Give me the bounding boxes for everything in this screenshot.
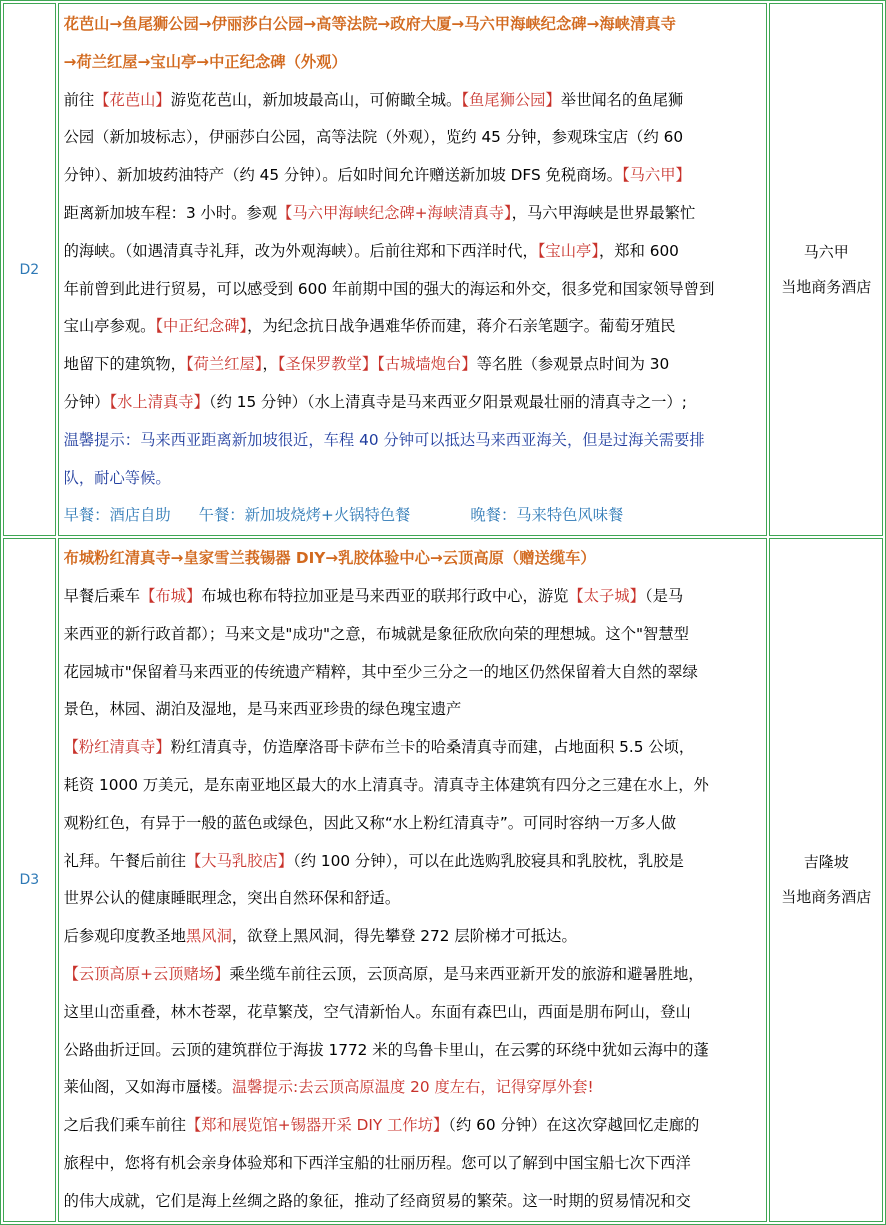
text-segment: 耗资 1000 万美元，是东南亚地区最大的水上清真寺。清真寺主体建筑有四分之三建在水上，外	[63, 775, 709, 794]
text-line	[64, 422, 762, 460]
text-line	[64, 880, 762, 918]
text-segment: ，郑和 600	[598, 241, 679, 260]
text-segment: 景色，林园、湖泊及湿地，是马来西亚珍贵的绿色瑰宝遗产	[63, 700, 462, 719]
text-segment: 地留下的建筑物，	[63, 355, 186, 374]
highlight-text: 【太子城】	[568, 586, 645, 605]
text-segment: 后参观印度教圣地	[63, 927, 186, 946]
hotel-name: 当地商务酒店	[781, 887, 872, 906]
text-segment: 宝山亭参观。	[63, 317, 156, 336]
day-content	[58, 538, 768, 1221]
highlight-text: 【圣保罗教堂】【古城墙炮台】	[277, 355, 477, 374]
text-line	[64, 729, 762, 767]
text-line	[64, 271, 762, 309]
highlight-text: 【水上清真寺】	[109, 392, 209, 411]
day-description	[64, 6, 762, 535]
hotel-cell	[769, 538, 883, 1221]
highlight-text: 【云顶高原+云顶赌场】	[63, 964, 230, 983]
text-line	[64, 82, 762, 120]
text-segment: 观粉红色，有异于一般的蓝色或绿色，因此又称“水上粉红清真寺”。可同时容纳一万多人做	[63, 813, 677, 832]
highlight-text: 【马六甲海峡纪念碑+海峡清真寺】	[277, 203, 512, 222]
highlight-text: 【郑和展览馆+锡器开采 DIY 工作坊】	[185, 1116, 449, 1135]
text-line	[64, 346, 762, 384]
text-line	[64, 1032, 762, 1070]
text-segment: 前往	[63, 90, 95, 109]
meal-text: 晚餐：马来特色风味餐	[470, 506, 624, 525]
text-line	[64, 1107, 762, 1145]
day-label: D3	[3, 538, 56, 1221]
text-segment: 之后我们乘车前往	[63, 1116, 186, 1135]
text-segment: 温馨提示:去云顶高原温度 20 度左右，记得穿厚外套!	[231, 1078, 594, 1097]
text-segment: 礼拜。午餐后前往	[63, 851, 186, 870]
text-segment: 年前曾到此进行贸易，可以感受到 600 年前期中国的强大的海运和外交，很多党和国家领导曾到	[63, 279, 715, 298]
route-heading: →荷兰红屋→宝山亭→中正纪念碑（外观）	[63, 52, 347, 71]
itinerary-row-d2	[3, 3, 883, 536]
text-line	[64, 843, 762, 881]
text-line	[64, 460, 762, 498]
text-segment: ，马六甲海峡是世界最繁忙	[511, 203, 696, 222]
text-line	[64, 195, 762, 233]
text-segment: 公路曲折迂回。云顶的建筑群位于海拔 1772 米的鸟鲁卡里山，在云雾的环绕中犹如云海中的蓬	[63, 1040, 709, 1059]
hotel-cell	[769, 3, 883, 536]
text-line	[64, 1069, 762, 1107]
text-segment: 的伟大成就，它们是海上丝绸之路的象征，推动了经商贸易的繁荣。这一时期的贸易情况和交	[63, 1191, 691, 1210]
text-line	[64, 1145, 762, 1183]
highlight-text: 【大马乳胶店】	[185, 851, 294, 870]
text-segment: 花园城市"保留着马来西亚的传统遗产精粹，其中至少三分之一的地区仍然保留着大自然的翠绿	[63, 662, 698, 681]
text-segment: 等名胜（参观景点时间为 30	[476, 355, 670, 374]
text-segment: 莱仙阁，又如海市蜃楼。	[63, 1078, 232, 1097]
text-segment: 世界公认的健康睡眠理念，突出自然环保和舒适。	[63, 889, 401, 908]
text-segment: 游览花芭山，新加坡最高山，可俯瞰全城。	[170, 90, 462, 109]
text-line	[64, 384, 762, 422]
highlight-text: 【鱼尾狮公园】	[461, 90, 561, 109]
text-line	[64, 956, 762, 994]
text-segment: 分钟）、新加坡药油特产（约 45 分钟）。后如时间允许赠送新加坡 DFS 免税商场。	[63, 166, 623, 185]
route-heading: 布城粉红清真寺→皇家雪兰莪锡器 DIY→乳胶体验中心→云顶高原（赠送缆车）	[63, 549, 596, 568]
day-description	[64, 540, 762, 1220]
highlight-text: 【荷兰红屋】	[185, 355, 263, 374]
text-line	[64, 691, 762, 729]
text-line	[64, 157, 762, 195]
text-line	[64, 654, 762, 692]
hotel-city: 马六甲	[803, 242, 849, 261]
text-segment: ，为纪念抗日战争遇难华侨而建，蒋介石亲笔题字。葡萄牙殖民	[247, 317, 676, 336]
highlight-text: 【宝山亭】	[537, 241, 599, 260]
text-line	[64, 233, 762, 271]
highlight-text: 黑风洞	[185, 927, 232, 946]
text-segment: 温馨提示：马来西亚距离新加坡很近，车程 40 分钟可以抵达马来西亚海关，但是过海关需要排	[63, 430, 705, 449]
text-segment: ，	[262, 355, 278, 374]
text-segment: 距离新加坡车程：3 小时。参观	[63, 203, 278, 222]
day-label: D2	[3, 3, 56, 536]
text-segment: 旅程中，您将有机会亲身体验郑和下西洋宝船的壮丽历程。您可以了解到中国宝船七次下西洋	[63, 1153, 691, 1172]
text-segment: 这里山峦重叠，林木苍翠，花草繁茂，空气清新怡人。东面有森巴山，西面是朋布阿山，登山	[63, 1002, 691, 1021]
hotel-city: 吉隆坡	[803, 852, 849, 871]
text-line	[64, 308, 762, 346]
text-line	[64, 1183, 762, 1221]
text-segment: 布城也称布特拉加亚是马来西亚的联邦行政中心，游览	[201, 586, 569, 605]
text-line	[64, 119, 762, 157]
text-segment: （约 60 分钟）在这次穿越回忆走廊的	[448, 1116, 700, 1135]
text-segment: 乘坐缆车前往云顶，云顶高原，是马来西亚新开发的旅游和避暑胜地，	[229, 964, 704, 983]
text-segment: 分钟）	[63, 392, 110, 411]
highlight-text: 【中正纪念碑】	[155, 317, 248, 336]
text-segment: 举世闻名的鱼尾狮	[560, 90, 684, 109]
text-line	[64, 805, 762, 843]
text-line	[64, 918, 762, 956]
text-segment: 来西亚的新行政首都）；马来文是"成功"之意，布城就是象征欣欣向荣的理想城。这个"智慧型	[63, 624, 689, 643]
text-line	[64, 767, 762, 805]
text-segment: （约 100 分钟），可以在此选购乳胶寝具和乳胶枕，乳胶是	[293, 851, 684, 870]
text-line	[64, 540, 762, 578]
route-heading: 花芭山→鱼尾狮公园→伊丽莎白公园→高等法院→政府大厦→马六甲海峡纪念碑→海峡清真寺	[63, 15, 676, 33]
highlight-text: 【花芭山】	[94, 90, 171, 109]
text-segment: 早餐后乘车	[63, 586, 141, 605]
text-line	[64, 6, 762, 44]
meal-text: 早餐：酒店自助	[63, 506, 171, 525]
text-line	[64, 616, 762, 654]
text-line	[64, 497, 762, 535]
hotel-name: 当地商务酒店	[781, 277, 872, 296]
text-segment: （约 15 分钟）（水上清真寺是马来西亚夕阳景观最壮丽的清真寺之一）;	[208, 392, 687, 411]
day-content	[58, 3, 768, 536]
text-segment: 粉红清真寺，仿造摩洛哥卡萨布兰卡的哈桑清真寺而建，占地面积 5.5 公顷，	[170, 738, 695, 757]
text-segment: ，欲登上黑风洞，得先攀登 272 层阶梯才可抵达。	[231, 927, 577, 946]
meal-text: 午餐：新加坡烧烤+火锅特色餐	[198, 506, 411, 525]
text-segment: 队，耐心等候。	[63, 468, 171, 487]
text-line	[64, 44, 762, 82]
highlight-text: 【马六甲】	[622, 166, 691, 185]
highlight-text: 【粉红清真寺】	[63, 738, 171, 757]
itinerary-row-d3	[3, 538, 883, 1221]
text-segment: 的海峡。（如遇清真寺礼拜，改为外观海峡）。后前往郑和下西洋时代，	[63, 241, 538, 260]
text-line	[64, 578, 762, 616]
highlight-text: 【布城】	[140, 586, 202, 605]
text-line	[64, 994, 762, 1032]
text-segment: （是马	[644, 586, 684, 605]
text-segment: 公园（新加坡标志），伊丽莎白公园，高等法院（外观），览约 45 分钟，参观珠宝店（约 60	[63, 128, 684, 147]
